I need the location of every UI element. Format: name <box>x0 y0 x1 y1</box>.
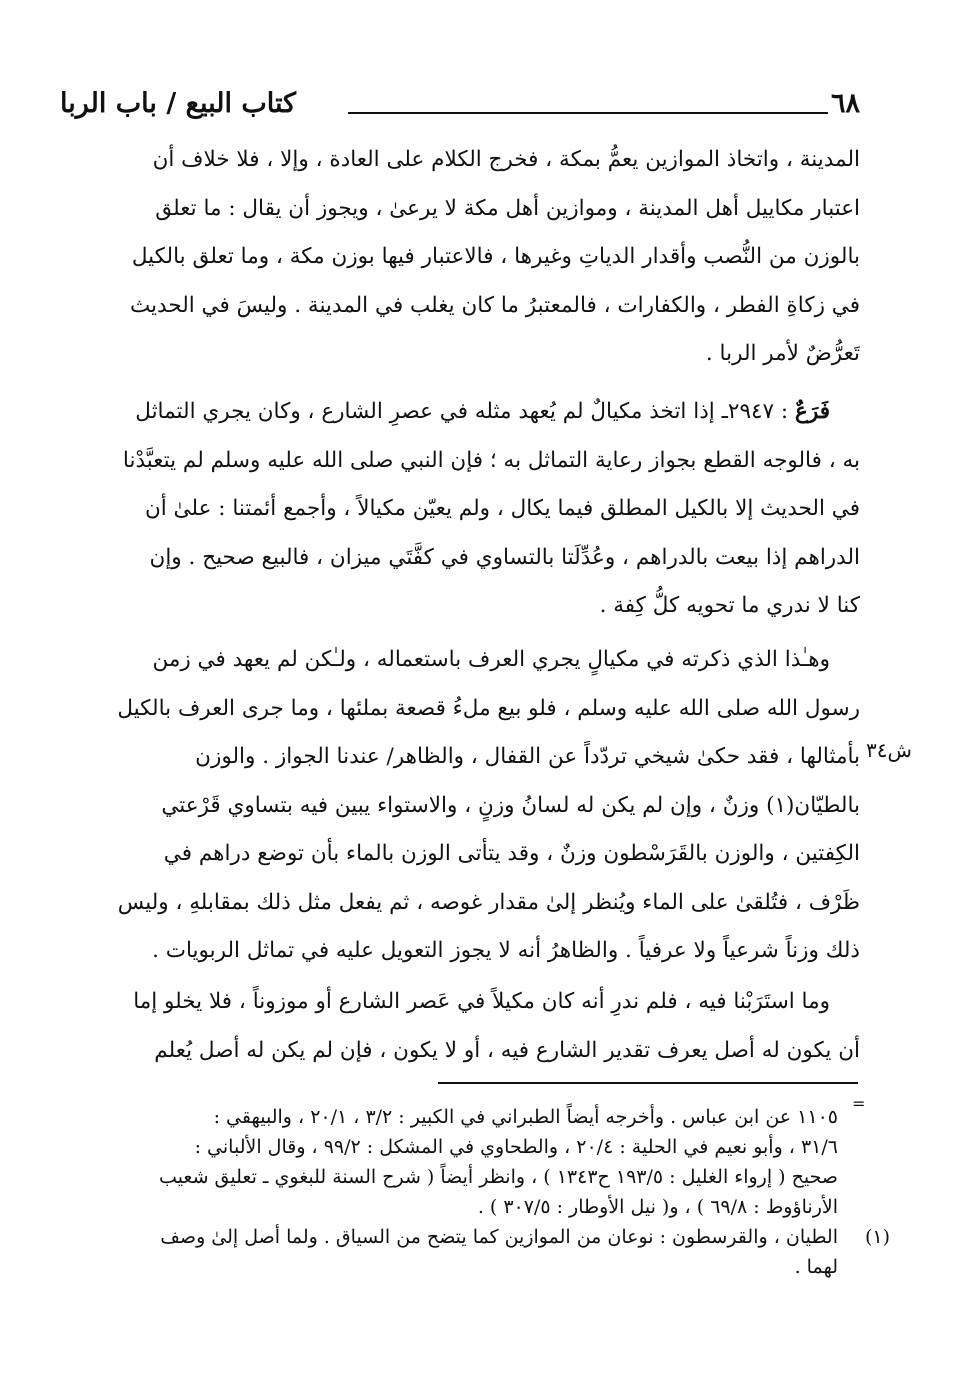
text-line: بالطيّان(١) وزنٌ ، وإن لم يكن له لسانُ وزنٍ ، والاستواء يبين فيه بتساوي قَرْعتي <box>161 792 860 818</box>
text-line: ذلك وزناً شرعياً ولا عرفياً . والظاهرُ أنه لا يجوز التعويل عليه في تماثل الربويات . <box>152 938 860 963</box>
section-label: فَرَعٌ <box>795 399 830 424</box>
text-line: أن يكون له أصل يعرف تقدير الشارع فيه ، أو لا يكون ، فإن لم يكن له أصل يُعلم <box>154 1037 860 1063</box>
footnote-1 <box>78 1222 890 1282</box>
text-line: الدراهم إذا بيعت بالدراهم ، وعُدِّلَتا بالتساوي في كفَّتَي ميزان ، فالبيع صحيح . وإن <box>149 544 860 570</box>
text-line: الكِفتين ، والوزن بالقَرَسْطون وزنٌ ، وقد يتأتى الوزن بالماء بأن توضع دراهم في <box>163 841 860 866</box>
footnote-line: الطيان ، والقرسطون : نوعان من الموازين كما يتضح من السياق . ولما أصل إلىٰ وصف <box>160 1226 838 1248</box>
footnote-continuation-mark: = <box>852 1094 866 1113</box>
page-number: ٦٨ <box>830 88 860 119</box>
text-line: به ، فالوجه القطع بجواز رعاية التماثل به ؛ فإن النبي صلى الله عليه وسلم لم يتعبَّدْنا <box>122 447 860 473</box>
text-line: كنا لا ندري ما تحويه كلُّ كِفة . <box>599 593 860 618</box>
page-header <box>60 88 860 128</box>
paragraph-4 <box>78 978 860 1075</box>
text-line: في زكاةِ الفطر ، والكفارات ، فالمعتبرُ ما كان يغلب في المدينة . وليسَ في الحديث <box>129 292 860 318</box>
header-rule <box>348 112 828 114</box>
footnote-number: (١) <box>864 1226 890 1248</box>
text-line: بالوزن من النُّصب وأقدار الدياتِ وغيرها ، فالاعتبار فيها بوزن مكة ، وما تعلق بالكيل <box>131 244 860 269</box>
text-line: بأمثالها ، فقد حكىٰ شيخي تردّداً عن القفال ، والظاهر/ عندنا الجواز . والوزن <box>195 744 860 769</box>
footnote-line: الأرناؤوط : ٦٩/٨ ) ، و( نيل الأوطار : ٣٠٧/٥ ) . <box>477 1196 838 1218</box>
footnote-rule <box>438 1082 858 1084</box>
running-title: كتاب البيع / باب الربا <box>60 88 297 119</box>
text-line: في الحديث إلا بالكيل المطلق فيما يكال ، ولم يعيّن مكيالاً ، وأجمع أئمتنا : علىٰ أن <box>144 496 860 521</box>
text-line: وما استَرَبْنا فيه ، فلم ندرِ أنه كان مكيلاً في عَصر الشارع أو موزوناً ، فلا يخلو إما <box>133 989 830 1014</box>
paragraph-1 <box>78 136 860 379</box>
text-line: وهـٰذا الذي ذكرته في مكيالٍ يجري العرف باستعماله ، ولـٰكن لم يعهد في زمن <box>152 647 830 672</box>
text-line: ظَرْف ، فتُلقىٰ على الماء ويُنظر إلىٰ مقدار غوصه ، ثم يفعل مثل ذلك بمقابلهِ ، وليس <box>117 889 860 915</box>
text-line <box>78 388 860 437</box>
footnote-line: ١١٠٥ عن ابن عباس . وأخرجه أيضاً الطبراني في الكبير : ٣/٢ ، ٢٠/١ ، والبيهقي : <box>213 1106 838 1128</box>
paragraph-3 <box>78 636 860 976</box>
footnote-line: ٣١/٦ ، وأبو نعيم في الحلية : ٢٠/٤ ، والطحاوي في المشكل : ٩٩/٢ ، وقال الألباني : <box>194 1136 838 1158</box>
text-line: اعتبار مكاييل أهل المدينة ، وموازين أهل مكة لا يرعىٰ ، ويجوز أن يقال : ما تعلق <box>155 195 860 221</box>
text-line: رسول الله صلى الله عليه وسلم ، فلو بيع ملءُ قصعة بملئها ، وما جرى العرف بالكيل <box>117 695 860 721</box>
footnote-line: لهما . <box>794 1256 838 1278</box>
text-span: : ٢٩٤٧ـ إذا اتخذ مكيالٌ لم يُعهد مثله في عصرِ الشارع ، وكان يجري التماثل <box>135 399 789 424</box>
footnote-line: صحيح ( إرواء الغليل : ١٩٣/٥ ح١٣٤٣ ) ، وانظر أيضاً ( شرح السنة للبغوي ـ تعليق شعيب <box>159 1166 838 1188</box>
margin-note: ش٣٤ <box>866 738 912 762</box>
text-line: تَعرُّضٌ لأمر الربا . <box>705 341 860 366</box>
footnotes <box>78 1102 890 1282</box>
paragraph-2 <box>78 388 860 631</box>
text-line: المدينة ، واتخاذ الموازين يعمُّ بمكة ، فخرج الكلام على العادة ، وإلا ، فلا خلاف أن <box>152 147 860 172</box>
